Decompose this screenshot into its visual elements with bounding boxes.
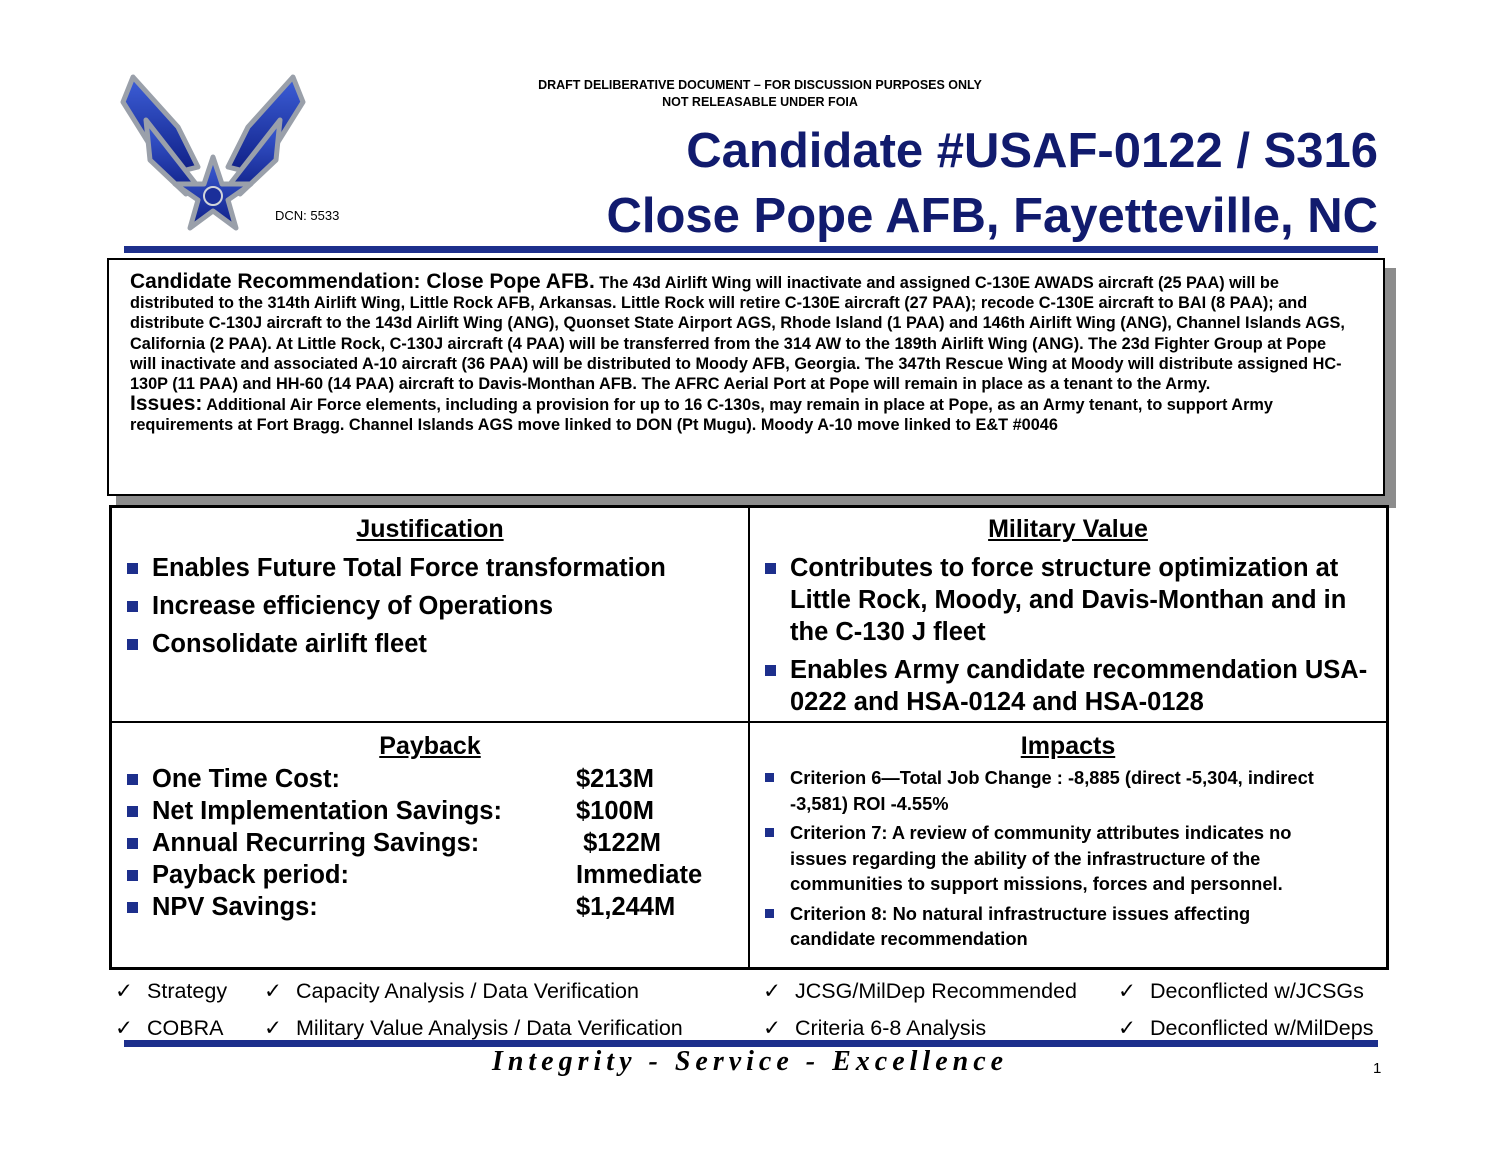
- grid-horizontal-divider: [112, 721, 1386, 723]
- check-icon: ✓: [115, 979, 134, 1003]
- check-icon: ✓: [115, 1016, 134, 1040]
- recommendation-text: [130, 272, 1345, 436]
- bullet-icon: [765, 909, 774, 918]
- draft-notice-line2: NOT RELEASABLE UNDER FOIA: [662, 95, 858, 109]
- bullet-icon: [127, 774, 138, 785]
- checklist-item: ✓ Strategy: [115, 979, 228, 1003]
- justification-panel: [112, 515, 748, 660]
- document-control-number: DCN: 5533: [275, 208, 340, 223]
- checklist-item: ✓ Deconflicted w/JCSGs: [1118, 979, 1364, 1003]
- checklist-item: ✓ JCSG/MilDep Recommended: [763, 979, 1077, 1003]
- checklist-item: ✓ Deconflicted w/MilDeps: [1118, 1016, 1374, 1040]
- justification-heading: Justification: [356, 515, 504, 543]
- recommendation-body: The 43d Airlift Wing will inactivate and assigned C-130E AWADS aircraft (25 PAA) will be distributed to the 314th Airlift Wing, Little Rock AFB, Arkansas. Little Rock will retire C-130E aircraft (27 PAA); recode C-130E aircraft to BAI (8 PAA); and distribute C-130J aircraft to the 143d Airlift Wing (ANG), Quonset State Airport AGS, Rhode Island (1 PAA) and 146th Airlift Wing (ANG), Channel Islands AGS, California (2 PAA). At Little Rock, C-130J aircraft (4 PAA) will be transferred from the 314 AW to the 189th Airlift Wing (ANG). The 23d Fighter Group at Pope will inactivate and associated A-10 aircraft (36 PAA) will be distributed to Moody AFB, Georgia. The 347th Rescue Wing at Moody will distribute assigned HC-130P (11 PAA) and HH-60 (14 PAA) aircraft to Davis-Monthan AFB. The AFRC Aerial Port at Pope will remain in place as a tenant to the Army.: [130, 274, 1345, 394]
- check-icon: ✓: [1118, 979, 1137, 1003]
- payback-heading: Payback: [379, 732, 481, 760]
- bullet-icon: [127, 870, 138, 881]
- military-value-panel: [750, 515, 1386, 718]
- checklist-item: ✓ COBRA: [115, 1016, 224, 1040]
- check-icon: ✓: [264, 1016, 283, 1040]
- payback-row: Payback period: Immediate: [112, 859, 748, 891]
- payback-row: Annual Recurring Savings: $122M: [112, 827, 748, 859]
- checklist-item: ✓ Capacity Analysis / Data Verification: [264, 979, 639, 1003]
- issues-body: Additional Air Force elements, including a provision for up to 16 C-130s, may remain in place at Pope, as an Army tenant, to support Army requirements at Fort Bragg. Channel Islands AGS move linked to DON (Pt Mugu). Moody A-10 move linked to E&T #0046: [130, 396, 1273, 435]
- impacts-panel: [750, 732, 1386, 952]
- bullet-icon: [127, 838, 138, 849]
- bullet-icon: [765, 773, 774, 782]
- page-number: 1: [1373, 1060, 1382, 1077]
- check-icon: ✓: [763, 1016, 782, 1040]
- military-value-heading: Military Value: [988, 515, 1148, 543]
- list-item: Criterion 6—Total Job Change : -8,885 (direct -5,304, indirect -3,581) ROI -4.55%: [750, 765, 1340, 816]
- payback-row: NPV Savings: $1,244M: [112, 891, 748, 923]
- draft-notice-line1: DRAFT DELIBERATIVE DOCUMENT – FOR DISCUSSION PURPOSES ONLY: [538, 78, 982, 92]
- bullet-icon: [765, 665, 776, 676]
- list-item: Enables Army candidate recommendation USA-0222 and HSA-0124 and HSA-0128: [750, 654, 1372, 718]
- check-icon: ✓: [763, 979, 782, 1003]
- list-item: Increase efficiency of Operations: [112, 590, 748, 622]
- payback-row: Net Implementation Savings: $100M: [112, 795, 748, 827]
- header-divider: [124, 246, 1378, 253]
- list-item: Criterion 7: A review of community attributes indicates no issues regarding the ability of the infrastructure of the communities to support missions, forces and personnel.: [750, 820, 1340, 897]
- list-item: Contributes to force structure optimization at Little Rock, Moody, and Davis-Monthan and in the C-130 J fleet: [750, 552, 1372, 648]
- impacts-heading: Impacts: [1020, 732, 1116, 760]
- bullet-icon: [765, 828, 774, 837]
- footer-motto: Integrity - Service - Excellence: [491, 1046, 1009, 1077]
- issues-label: Issues:: [130, 392, 203, 416]
- list-item: Criterion 8: No natural infrastructure issues affecting candidate recommendation: [750, 901, 1340, 952]
- bullet-icon: [127, 639, 138, 650]
- page-subtitle: Close Pope AFB, Fayetteville, NC: [606, 189, 1378, 243]
- list-item: Enables Future Total Force transformation: [112, 552, 748, 584]
- bullet-icon: [127, 601, 138, 612]
- list-item: Consolidate airlift fleet: [112, 628, 748, 660]
- bullet-icon: [765, 563, 776, 574]
- recommendation-lead: Candidate Recommendation: Close Pope AFB.: [130, 270, 595, 293]
- page-title: Candidate #USAF-0122 / S316: [686, 124, 1378, 178]
- checklist-item: ✓ Military Value Analysis / Data Verification: [264, 1016, 683, 1040]
- bullet-icon: [127, 902, 138, 913]
- bullet-icon: [127, 563, 138, 574]
- payback-panel: [112, 732, 748, 923]
- payback-row: One Time Cost: $213M: [112, 763, 748, 795]
- check-icon: ✓: [1118, 1016, 1137, 1040]
- bullet-icon: [127, 806, 138, 817]
- check-icon: ✓: [264, 979, 283, 1003]
- checklist-item: ✓ Criteria 6-8 Analysis: [763, 1016, 987, 1040]
